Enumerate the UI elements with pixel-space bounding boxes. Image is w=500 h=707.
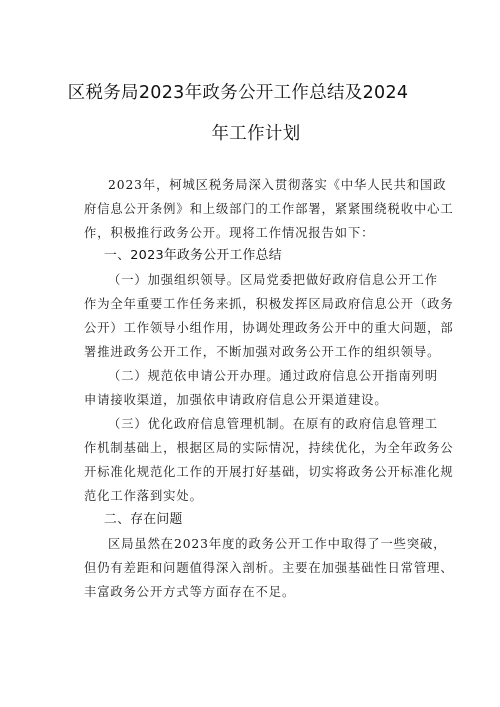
document-title-line-2: 年工作计划 xyxy=(211,124,301,144)
para-3-line-1: （三）优化政府信息管理机制。在原有的政府信息管理工 xyxy=(108,417,438,431)
intro-line-1: 2023年，柯城区税务局深入贯彻落实《中华人民共和国政 xyxy=(108,178,447,192)
intro-line-2: 府信息公开条例》和上级部门的工作部署，紧紧围绕税收中心工 xyxy=(84,202,454,216)
intro-line-3: 作，积极推行政务公开。现将工作情况报告如下： xyxy=(84,226,375,240)
para-1-line-1: （一）加强组织领导。区局党委把做好政府信息公开工作 xyxy=(108,273,438,287)
para-4-line-1: 区局虽然在2023年度的政务公开工作中取得了一些突破， xyxy=(108,537,447,551)
document-title-line-1: 区税务局2023年政务公开工作总结及2024 xyxy=(67,83,409,103)
para-2-line-1: （二）规范依申请公开办理。通过政府信息公开指南列明 xyxy=(108,369,438,383)
para-2-line-2: 申请接收渠道，加强依申请政府信息公开渠道建设。 xyxy=(84,393,388,407)
section-1-heading: 一、2023年政务公开工作总结 xyxy=(104,248,282,263)
section-2-heading: 二、存在问题 xyxy=(104,512,183,527)
para-1-line-4: 署推进政务公开工作，不断加强对政务公开工作的组织领导。 xyxy=(84,345,441,359)
para-3-line-3: 开标准化规范化工作的开展打好基础，切实将政务公开标准化规 xyxy=(84,465,454,479)
para-1-line-3: 公开）工作领导小组作用，协调处理政务公开中的重大问题，部 xyxy=(84,321,454,335)
para-3-line-2: 作机制基础上，根据区局的实际情况，持续优化，为全年政务公 xyxy=(84,441,454,455)
para-1-line-2: 作为全年重要工作任务来抓，积极发挥区局政府信息公开（政务 xyxy=(84,297,454,311)
para-4-line-2: 但仍有差距和问题值得深入剖析。主要在加强基础性日常管理、 xyxy=(84,561,454,575)
para-3-line-4: 范化工作落到实处。 xyxy=(84,489,203,503)
para-4-line-3: 丰富政务公开方式等方面存在不足。 xyxy=(84,585,296,599)
